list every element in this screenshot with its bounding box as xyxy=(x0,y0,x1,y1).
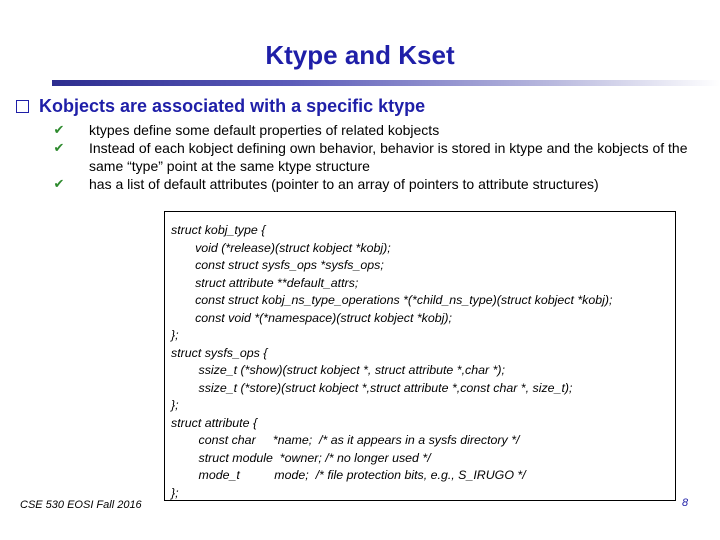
code-block xyxy=(164,211,676,501)
code-text xyxy=(165,212,675,502)
code-line: }; xyxy=(171,398,179,412)
sub-bullet-list xyxy=(52,121,692,193)
footer-course-label: CSE 530 EOSI Fall 2016 xyxy=(20,499,142,511)
code-line: struct attribute **default_attrs; xyxy=(171,275,359,290)
code-line: }; xyxy=(171,328,179,342)
code-line: const struct kobj_ns_type_operations *(*child_ns_type)(struct kobject *kobj); xyxy=(171,293,613,307)
page-number: 8 xyxy=(682,497,689,509)
code-line: const char *name; /* as it appears in a sysfs directory */ xyxy=(171,433,520,447)
slide-title: Ktype and Kset xyxy=(265,40,455,70)
code-line: mode_t mode; /* file protection bits, e.g., S_IRUGO */ xyxy=(171,468,526,482)
check-bullet-icon: ✔ xyxy=(53,176,65,191)
code-line: const struct sysfs_ops *sysfs_ops; xyxy=(171,258,384,272)
sub-bullet-text: Instead of each kobject defining own behavior, behavior is stored in ktype and the kobjects of the same “type” point at the same ktype structure xyxy=(89,140,688,174)
title-divider xyxy=(52,80,720,86)
hollow-square-bullet-icon xyxy=(16,100,29,113)
code-line: struct module *owner; /* no longer used */ xyxy=(171,450,431,465)
sub-bullet-text: ktypes define some default properties of related kobjects xyxy=(89,122,440,138)
sub-bullet-text: has a list of default attributes (pointer to an array of pointers to attribute structures) xyxy=(89,176,599,192)
code-line: const void *(*namespace)(struct kobject *kobj); xyxy=(171,310,452,325)
main-bullet-text: Kobjects are associated with a specific ktype xyxy=(39,96,426,116)
check-bullet-icon: ✔ xyxy=(53,140,65,155)
sub-bullet-item xyxy=(52,175,692,193)
code-line: ssize_t (*show)(struct kobject *, struct attribute *,char *); xyxy=(171,363,505,377)
code-line: void (*release)(struct kobject *kobj); xyxy=(171,240,391,255)
check-bullet-icon: ✔ xyxy=(53,122,65,137)
code-line: ssize_t (*store)(struct kobject *,struct attribute *,const char *, size_t); xyxy=(171,380,573,395)
code-line: struct attribute { xyxy=(171,415,258,430)
main-bullet xyxy=(16,96,696,117)
code-line: struct kobj_type { xyxy=(171,223,266,237)
sub-bullet-item xyxy=(52,139,692,175)
code-line: }; xyxy=(171,485,179,500)
sub-bullet-item xyxy=(52,121,692,139)
code-line: struct sysfs_ops { xyxy=(171,345,268,360)
